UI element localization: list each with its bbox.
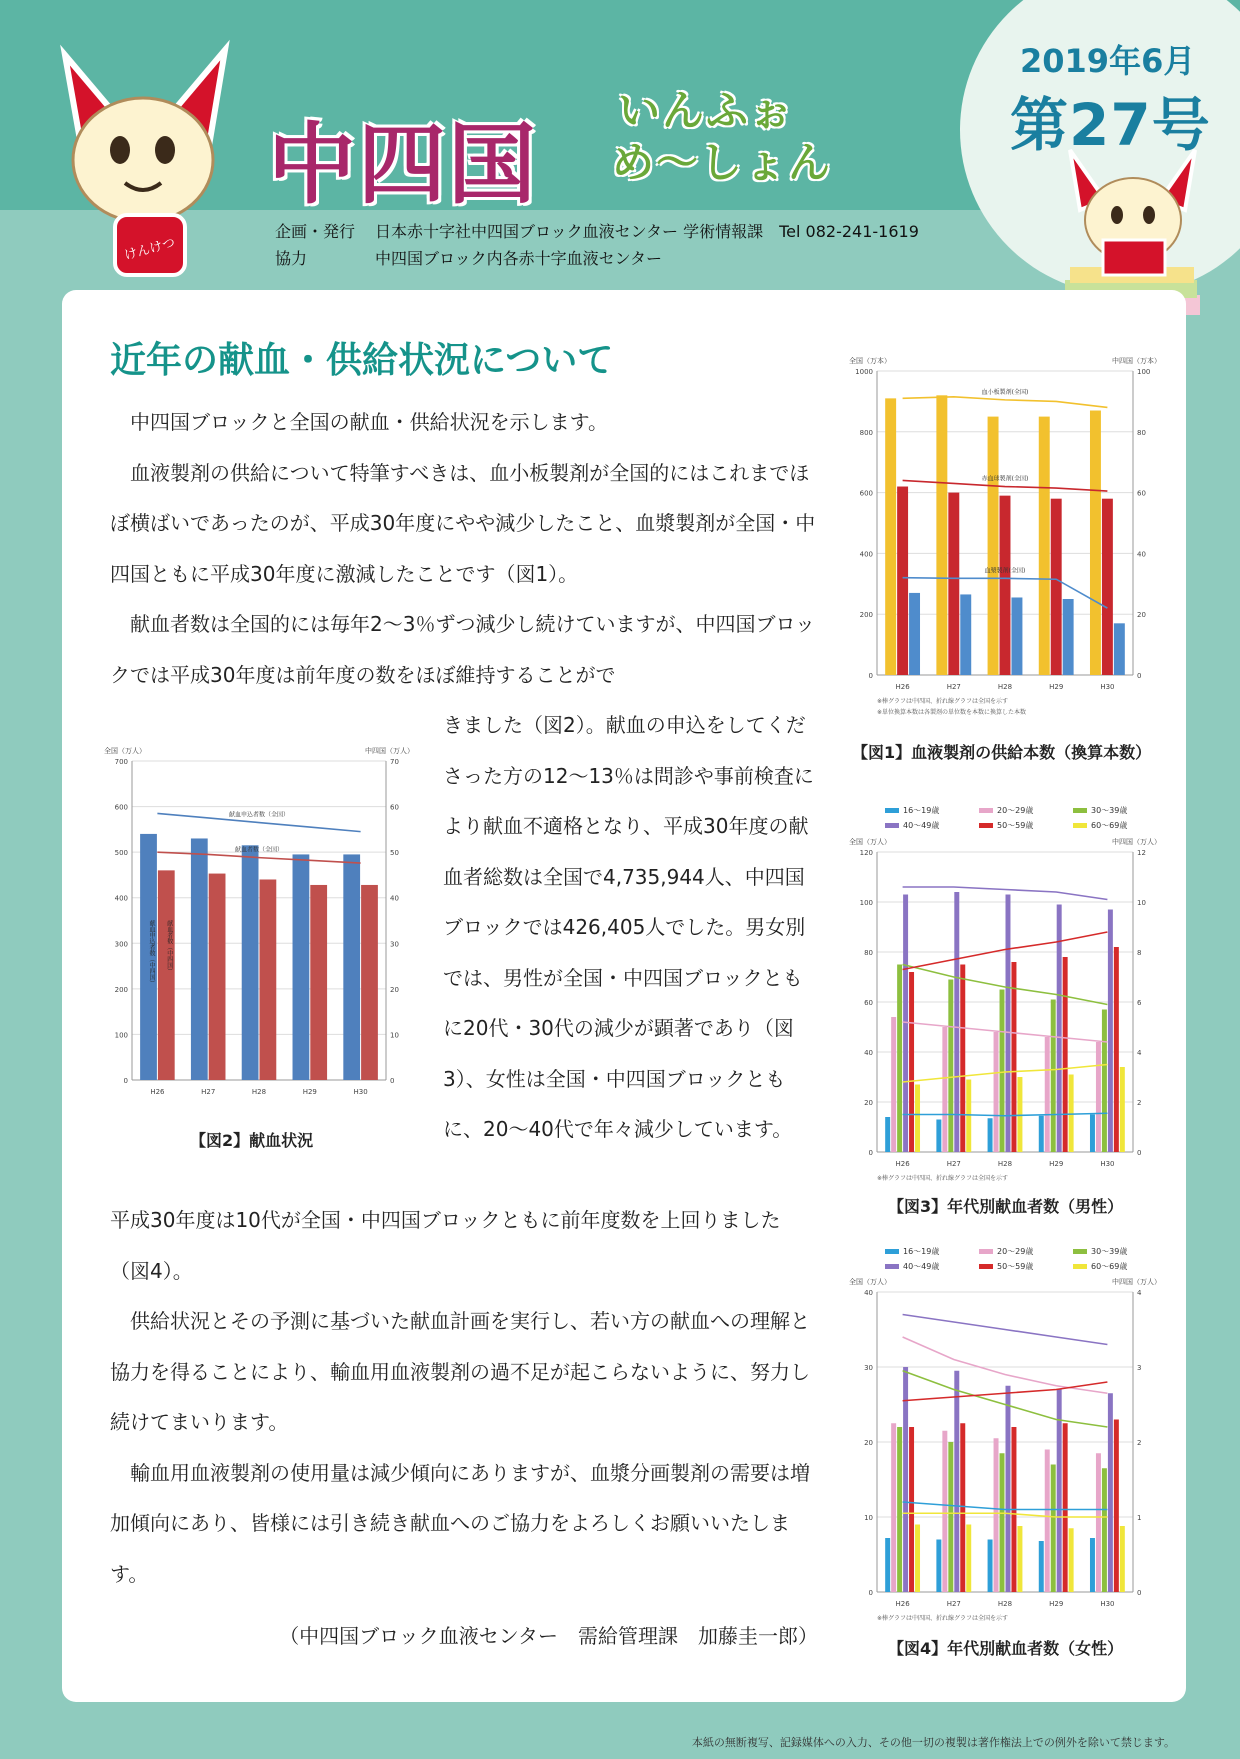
bar (1011, 962, 1016, 1152)
x-tick-label: H26 (895, 1600, 910, 1608)
right-axis-label: 中四国（万人） (1112, 1278, 1161, 1286)
bar (293, 854, 310, 1080)
publisher-info (275, 218, 919, 272)
bar (361, 885, 378, 1080)
bar (948, 493, 959, 675)
bar (942, 1027, 947, 1152)
bar (966, 1080, 971, 1153)
x-tick-label: H28 (997, 1160, 1013, 1168)
bar (1006, 1386, 1011, 1592)
bar (1096, 1042, 1101, 1152)
bar (1063, 599, 1074, 675)
series-line (903, 1502, 1108, 1510)
y-tick-label-right: 6 (1137, 999, 1142, 1007)
bar (1051, 1000, 1056, 1153)
series-line (903, 1065, 1108, 1083)
bar (1120, 1526, 1125, 1592)
series-line (903, 932, 1108, 970)
y-tick-label-left: 800 (859, 428, 873, 437)
y-tick-label-right: 30 (390, 940, 399, 949)
line-label: 血漿製剤(全国) (984, 567, 1026, 575)
paragraph-3b: きました（図2）。献血の申込をしてくださった方の12〜13％は問診や事前検査により献血不適格となり、平成30年度の献血者総数は全国で4,735,944人、中四国ブロックでは426,405人でした。男女別では、男性が全国・中四国ブロックともに20代・30代の減少が顕著であり（図3）、女性は全国・中四国ブロックともに、20〜40代で年々減少しています。 (443, 713, 814, 1141)
x-tick-label: H28 (251, 1088, 267, 1096)
y-tick-label-left: 40 (864, 1289, 873, 1297)
figure-2-caption: 【図2】献血状況 (190, 1131, 314, 1150)
y-tick-label-right: 40 (1137, 550, 1146, 559)
y-tick-label-right: 10 (390, 1031, 399, 1040)
y-tick-label-left: 700 (114, 758, 128, 766)
y-tick-label-right: 100 (1137, 368, 1151, 376)
x-tick-label: H27 (946, 1160, 961, 1168)
bar (1120, 1067, 1125, 1152)
bar (1039, 1541, 1044, 1592)
bar (1039, 1116, 1044, 1152)
figure-4-chart (845, 1268, 1165, 1638)
bar (891, 1017, 896, 1152)
y-tick-label-left: 200 (114, 985, 128, 994)
x-tick-label: H29 (1049, 1160, 1064, 1168)
y-tick-label-right: 20 (390, 985, 399, 994)
article-signature: （中四国ブロック血液センター 需給管理課 加藤圭一郎） (279, 1624, 818, 1648)
bar (897, 1427, 902, 1592)
bar (994, 1438, 999, 1592)
bar (915, 1085, 920, 1153)
y-tick-label-left: 20 (864, 1099, 873, 1107)
left-axis-label: 全国（万人） (849, 1278, 891, 1286)
issue-date: 2019年6月 (1020, 42, 1196, 80)
article-body-top (110, 397, 818, 700)
bar (954, 892, 959, 1152)
bar-label: 献血者数（中四国） (165, 920, 173, 974)
x-tick-label: H30 (353, 1088, 368, 1096)
legend-item: 50〜59歳 (979, 820, 1073, 831)
line-label: 献血申込者数（全国） (228, 811, 290, 819)
y-tick-label-right: 40 (390, 894, 399, 903)
figure-3-caption: 【図3】年代別献血者数（男性） (888, 1197, 1124, 1216)
y-tick-label-left: 0 (123, 1077, 128, 1085)
bar (936, 395, 947, 675)
y-tick-label-left: 400 (859, 550, 873, 559)
bar (1069, 1528, 1074, 1592)
y-tick-label-right: 2 (1137, 1099, 1142, 1107)
bar (1051, 1465, 1056, 1593)
y-tick-label-left: 300 (114, 940, 128, 949)
bar (897, 487, 908, 675)
y-tick-label-left: 0 (868, 672, 873, 680)
mascot-badge: けんけつ (122, 235, 177, 264)
x-tick-label: H29 (1049, 1600, 1064, 1608)
series-line (903, 1513, 1108, 1517)
bar (1069, 1075, 1074, 1153)
bar (1114, 947, 1119, 1152)
bar (909, 593, 920, 675)
bar (966, 1525, 971, 1593)
y-tick-label-right: 12 (1137, 849, 1146, 857)
left-axis-label: 全国（万本） (849, 357, 891, 365)
bar (994, 1032, 999, 1152)
cooperation-label: 協力 (275, 249, 308, 268)
paragraph-3a: 献血者数は全国的には毎年2〜3％ずつ減少し続けていますが、中四国ブロックでは平成30年度は前年度の数をほぼ維持することがで (110, 612, 816, 687)
bar (310, 885, 327, 1080)
y-tick-label-right: 4 (1137, 1289, 1142, 1297)
y-tick-label-right: 8 (1137, 949, 1142, 957)
bar (1045, 1037, 1050, 1152)
x-tick-label: H26 (895, 1160, 910, 1168)
y-tick-label-left: 120 (859, 849, 873, 857)
cooperation-value: 中四国ブロック内各赤十字血液センター (375, 249, 663, 268)
right-axis-label: 中四国（万本） (1112, 357, 1161, 365)
figure-3-chart (845, 828, 1165, 1198)
bar (1051, 499, 1062, 675)
legend-item: 40〜49歳 (885, 820, 979, 831)
y-tick-label-left: 600 (859, 489, 873, 498)
legend-item: 60〜69歳 (1073, 820, 1167, 831)
bar (1063, 1423, 1068, 1592)
bar (242, 845, 259, 1080)
chart-note: ※棒グラフは中四国、折れ線グラフは全国を示す (877, 1175, 1009, 1182)
bar (191, 838, 208, 1080)
y-tick-label-right: 0 (1137, 1589, 1142, 1597)
article-body-bottom (110, 1195, 818, 1599)
legend-item: 40〜49歳 (885, 1261, 979, 1272)
y-tick-label-left: 10 (864, 1514, 873, 1522)
x-tick-label: H26 (895, 683, 910, 691)
bar (988, 1540, 993, 1593)
y-tick-label-left: 100 (859, 899, 873, 907)
mascot-left-illustration (25, 35, 260, 285)
y-tick-label-right: 0 (390, 1077, 395, 1085)
bar (1000, 1453, 1005, 1592)
bar (1011, 597, 1022, 675)
legend-item: 50〜59歳 (979, 1261, 1073, 1272)
right-axis-label: 中四国（万人） (1112, 838, 1161, 846)
x-tick-label: H30 (1100, 1600, 1115, 1608)
x-tick-label: H29 (1049, 683, 1064, 691)
y-tick-label-right: 60 (390, 803, 399, 812)
x-tick-label: H26 (150, 1088, 165, 1096)
x-tick-label: H29 (302, 1088, 317, 1096)
bar (1102, 1010, 1107, 1153)
bar (1006, 895, 1011, 1153)
bar (960, 1423, 965, 1592)
bar (1114, 623, 1125, 675)
x-tick-label: H28 (997, 1600, 1013, 1608)
chart-note: ※単位換算本数は各製剤の単位数を本数に換算した本数 (877, 709, 1027, 716)
series-line (903, 397, 1108, 408)
y-tick-label-left: 400 (114, 894, 128, 903)
line-label: 献血者数（全国） (234, 846, 284, 854)
left-axis-label: 全国（万人） (849, 838, 891, 846)
newsletter-subtitle-line2: め〜しょん (612, 138, 833, 187)
bar (1039, 417, 1050, 675)
left-axis-label: 全国（万人） (104, 747, 146, 755)
y-tick-label-left: 100 (114, 1031, 128, 1040)
bar (885, 1538, 890, 1592)
bar (1090, 1538, 1095, 1592)
legend-item: 16〜19歳 (885, 1246, 979, 1257)
bar (954, 1371, 959, 1592)
bar (158, 870, 175, 1080)
legend-item: 16〜19歳 (885, 805, 979, 816)
y-tick-label-left: 600 (114, 803, 128, 812)
y-tick-label-right: 4 (1137, 1049, 1142, 1057)
bar (960, 965, 965, 1153)
bar (343, 854, 360, 1080)
bar-label: 献血申込者数（中四国） (148, 920, 156, 986)
figure-4-caption: 【図4】年代別献血者数（女性） (888, 1639, 1124, 1658)
y-tick-label-right: 50 (390, 849, 399, 858)
x-tick-label: H27 (946, 683, 961, 691)
bar (1000, 496, 1011, 675)
bar (948, 1442, 953, 1592)
x-tick-label: H27 (201, 1088, 216, 1096)
bar (885, 1117, 890, 1152)
y-tick-label-right: 20 (1137, 611, 1146, 620)
bar (960, 594, 971, 675)
bar (1090, 411, 1101, 675)
x-tick-label: H30 (1100, 683, 1115, 691)
y-tick-label-left: 80 (864, 949, 873, 957)
paragraph-5: 輸血用血液製剤の使用量は減少傾向にありますが、血漿分画製剤の需要は増加傾向にあり、皆様には引き続き献血へのご協力をよろしくお願いいたします。 (110, 1460, 810, 1586)
bar (1063, 957, 1068, 1152)
y-tick-label-right: 60 (1137, 489, 1146, 498)
series-line (903, 887, 1108, 900)
figure-1-caption: 【図1】血液製剤の供給本数（換算本数） (852, 743, 1152, 762)
publisher-value: 日本赤十字社中四国ブロック血液センター 学術情報課 Tel 082-241-1619 (375, 222, 919, 241)
y-tick-label-left: 40 (864, 1049, 873, 1057)
y-tick-label-right: 2 (1137, 1439, 1142, 1447)
y-tick-label-right: 70 (390, 758, 399, 766)
series-line (903, 1022, 1108, 1042)
y-tick-label-right: 3 (1137, 1364, 1142, 1372)
bar (885, 398, 896, 675)
publisher-label: 企画・発行 (275, 222, 356, 241)
bar (1000, 990, 1005, 1153)
bar (209, 874, 226, 1080)
bar (1017, 1077, 1022, 1152)
paragraph-2: 血液製剤の供給について特筆すべきは、血小板製剤が全国的にはこれまでほぼ横ばいであったのが、平成30年度にやや減少したこと、血漿製剤が全国・中四国ともに平成30年度に激減したことです（図1）。 (110, 460, 816, 586)
bar (988, 1118, 993, 1152)
y-tick-label-left: 200 (859, 611, 873, 620)
bar (936, 1120, 941, 1153)
y-tick-label-left: 20 (864, 1439, 873, 1447)
legend-item: 30〜39歳 (1073, 805, 1167, 816)
y-tick-label-right: 10 (1137, 899, 1146, 907)
copyright-notice: 本紙の無断複写、記録媒体への入力、その他一切の複製は著作権法上での例外を除いて禁じます。 (691, 1736, 1175, 1749)
bar (897, 965, 902, 1153)
x-tick-label: H28 (997, 683, 1013, 691)
series-line (903, 1382, 1108, 1401)
y-tick-label-right: 1 (1137, 1514, 1142, 1522)
bar (988, 417, 999, 675)
y-tick-label-left: 0 (868, 1149, 873, 1157)
article-title: 近年の献血・供給状況について (110, 340, 614, 381)
paragraph-4: 供給状況とその予測に基づいた献血計画を実行し、若い方の献血への理解と協力を得ることにより、輸血用血液製剤の過不足が起こらないように、努力し続けてまいります。 (110, 1309, 810, 1434)
bar (909, 1427, 914, 1592)
bar (1017, 1526, 1022, 1592)
paragraph-1: 中四国ブロックと全国の献血・供給状況を示します。 (130, 410, 608, 434)
bar (942, 1431, 947, 1592)
bar (915, 1525, 920, 1593)
newsletter-title: 中四国 (268, 113, 539, 216)
bar (260, 879, 277, 1080)
bar (1096, 1453, 1101, 1592)
line-label: 血小板製剤(全国) (981, 388, 1029, 396)
bar (1102, 1468, 1107, 1592)
chart-note: ※棒グラフは中四国、折れ線グラフは全国を示す (877, 1615, 1009, 1622)
bar (1108, 1393, 1113, 1592)
paragraph-3c: 平成30年度は10代が全国・中四国ブロックともに前年度数を上回りました（図4）。 (110, 1208, 781, 1283)
issue-number: 第27号 (1010, 91, 1211, 159)
chart-note: ※棒グラフは中四国、折れ線グラフは全国を示す (877, 698, 1009, 705)
bar (1114, 1420, 1119, 1593)
bar (1045, 1450, 1050, 1593)
bar (1102, 499, 1113, 675)
bar (909, 972, 914, 1152)
series-line (157, 852, 360, 863)
x-tick-label: H27 (946, 1600, 961, 1608)
right-axis-label: 中四国（万人） (365, 747, 414, 755)
legend-item: 20〜29歳 (979, 805, 1073, 816)
y-tick-label-right: 80 (1137, 428, 1146, 437)
bar (1108, 910, 1113, 1153)
y-tick-label-right: 0 (1137, 672, 1142, 680)
series-line (903, 1337, 1108, 1393)
newsletter-subtitle-line1: いんふぉ (618, 86, 795, 135)
legend-item: 30〜39歳 (1073, 1246, 1167, 1257)
bar (1090, 1115, 1095, 1153)
bar (936, 1540, 941, 1593)
x-tick-label: H30 (1100, 1160, 1115, 1168)
line-label: 赤血球製剤(全国) (981, 475, 1029, 483)
bar (948, 980, 953, 1153)
y-tick-label-left: 0 (868, 1589, 873, 1597)
y-tick-label-left: 30 (864, 1364, 873, 1372)
series-line (903, 1315, 1108, 1345)
legend-item: 60〜69歳 (1073, 1261, 1167, 1272)
series-line (903, 965, 1108, 1005)
y-tick-label-left: 500 (114, 849, 128, 858)
y-tick-label-left: 1000 (855, 368, 873, 376)
series-line (903, 1113, 1108, 1116)
figure-2-chart (100, 735, 418, 1110)
figure-1-chart (845, 345, 1165, 735)
bar (891, 1423, 896, 1592)
legend-item: 20〜29歳 (979, 1246, 1073, 1257)
y-tick-label-left: 60 (864, 999, 873, 1007)
y-tick-label-right: 0 (1137, 1149, 1142, 1157)
